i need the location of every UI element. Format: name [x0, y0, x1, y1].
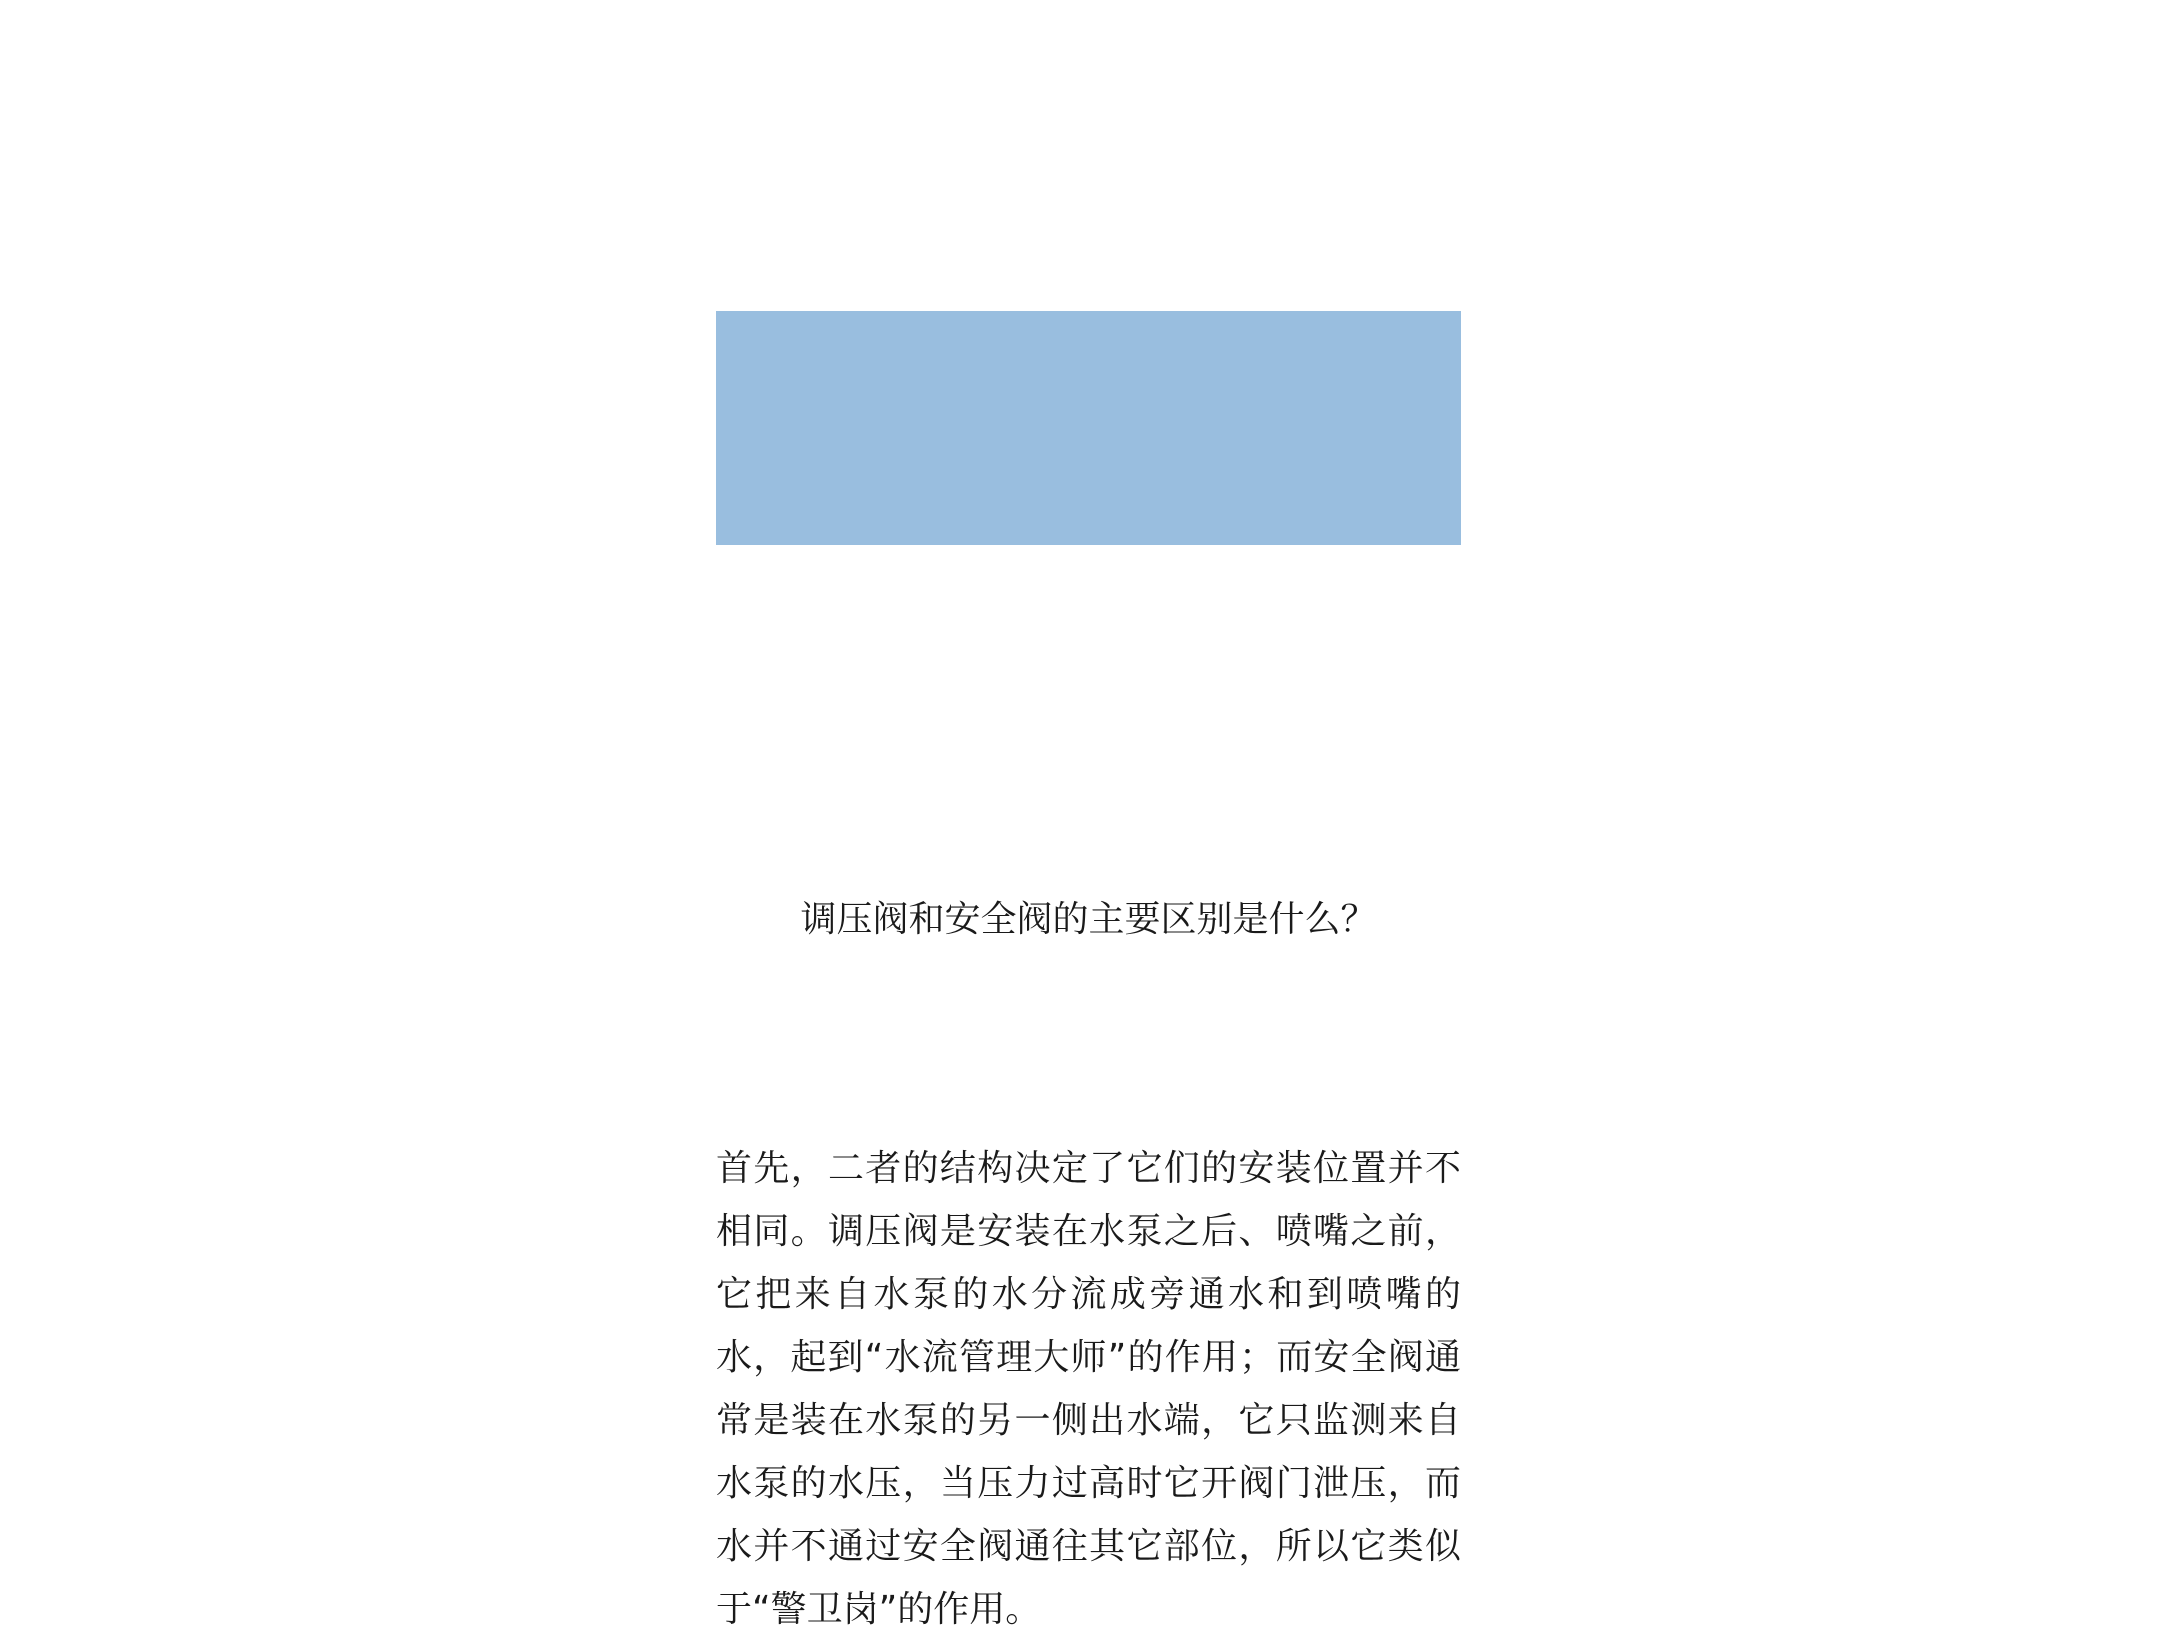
- header-banner: [716, 311, 1461, 545]
- question-heading: 调压阀和安全阀的主要区别是什么？: [800, 899, 1377, 940]
- answer-paragraph: 首先，二者的结构决定了它们的安装位置并不相同。调压阀是安装在水泵之后、喷嘴之前，它把来自水泵的水分流成旁通水和到喷嘴的水，起到“水流管理大师”的作用；而安全阀通常是装在水泵的另一侧出水端，它只监测来自水泵的水压，当压力过高时它开阀门泄压，而水并不通过安全阀通往其它部位，所以它类似于“警卫岗”的作用。: [716, 1148, 1461, 1630]
